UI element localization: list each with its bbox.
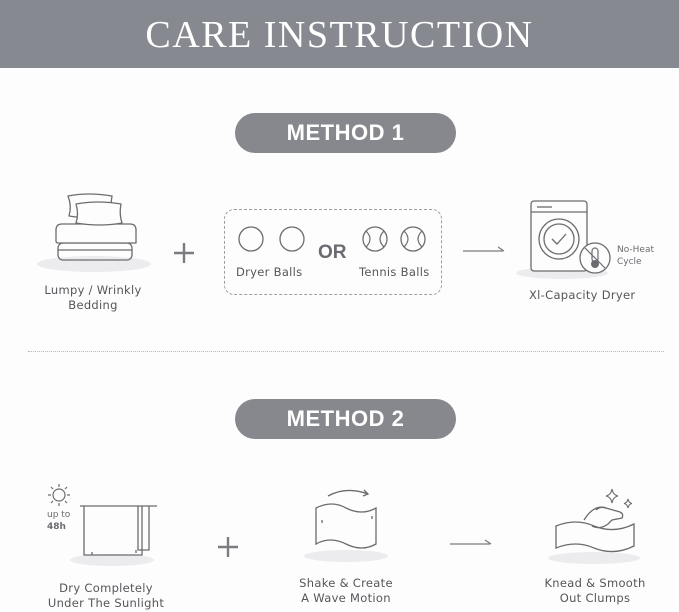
label-line: Dry Completely [59,581,153,595]
step-sunlight-label [40,581,172,611]
method-1-heading: METHOD 1 [235,113,456,153]
label-line: Cycle [617,257,642,267]
wave-fabric-icon [294,484,398,572]
label-line: No-Heat [617,245,655,255]
arrow-right-icon [462,246,506,256]
label-line: Under The Sunlight [47,596,165,610]
dryer-ball-icon [238,226,266,254]
dryer-label: Xl-Capacity Dryer [529,288,636,302]
label-line: Knead & Smooth [544,576,646,590]
label-line: 48h [47,522,66,532]
label-line: Out Clumps [559,591,631,605]
sparkle-icon [602,487,636,515]
label-line: Lumpy / Wrinkly [44,283,142,297]
step-shake-label [284,576,408,606]
dryer-balls-label: Dryer Balls [236,265,303,279]
header-banner [0,0,679,68]
label-line: up to [47,510,71,520]
label-line: Bedding [68,298,118,312]
plus-icon [216,535,240,559]
step-knead-label [532,576,658,606]
dryer-ball-icon [279,226,307,254]
thermometer-icon [578,241,612,275]
plus-icon [172,241,196,265]
arrow-right-icon [449,539,493,549]
section-divider [28,351,664,352]
label-line: A Wave Motion [301,591,391,605]
bedding-icon [36,190,156,275]
hanging-towel-icon [62,500,166,570]
tennis-balls-label: Tennis Balls [359,265,430,279]
or-label: OR [318,242,347,263]
no-heat-cycle-label [617,244,654,268]
tennis-ball-icon [362,226,390,254]
tennis-ball-icon [400,226,428,254]
page-title: CARE INSTRUCTION [145,14,534,56]
label-line: Shake & Create [299,576,393,590]
method-2-heading: METHOD 2 [235,399,456,439]
step-lumpy-bedding-label [30,283,156,313]
